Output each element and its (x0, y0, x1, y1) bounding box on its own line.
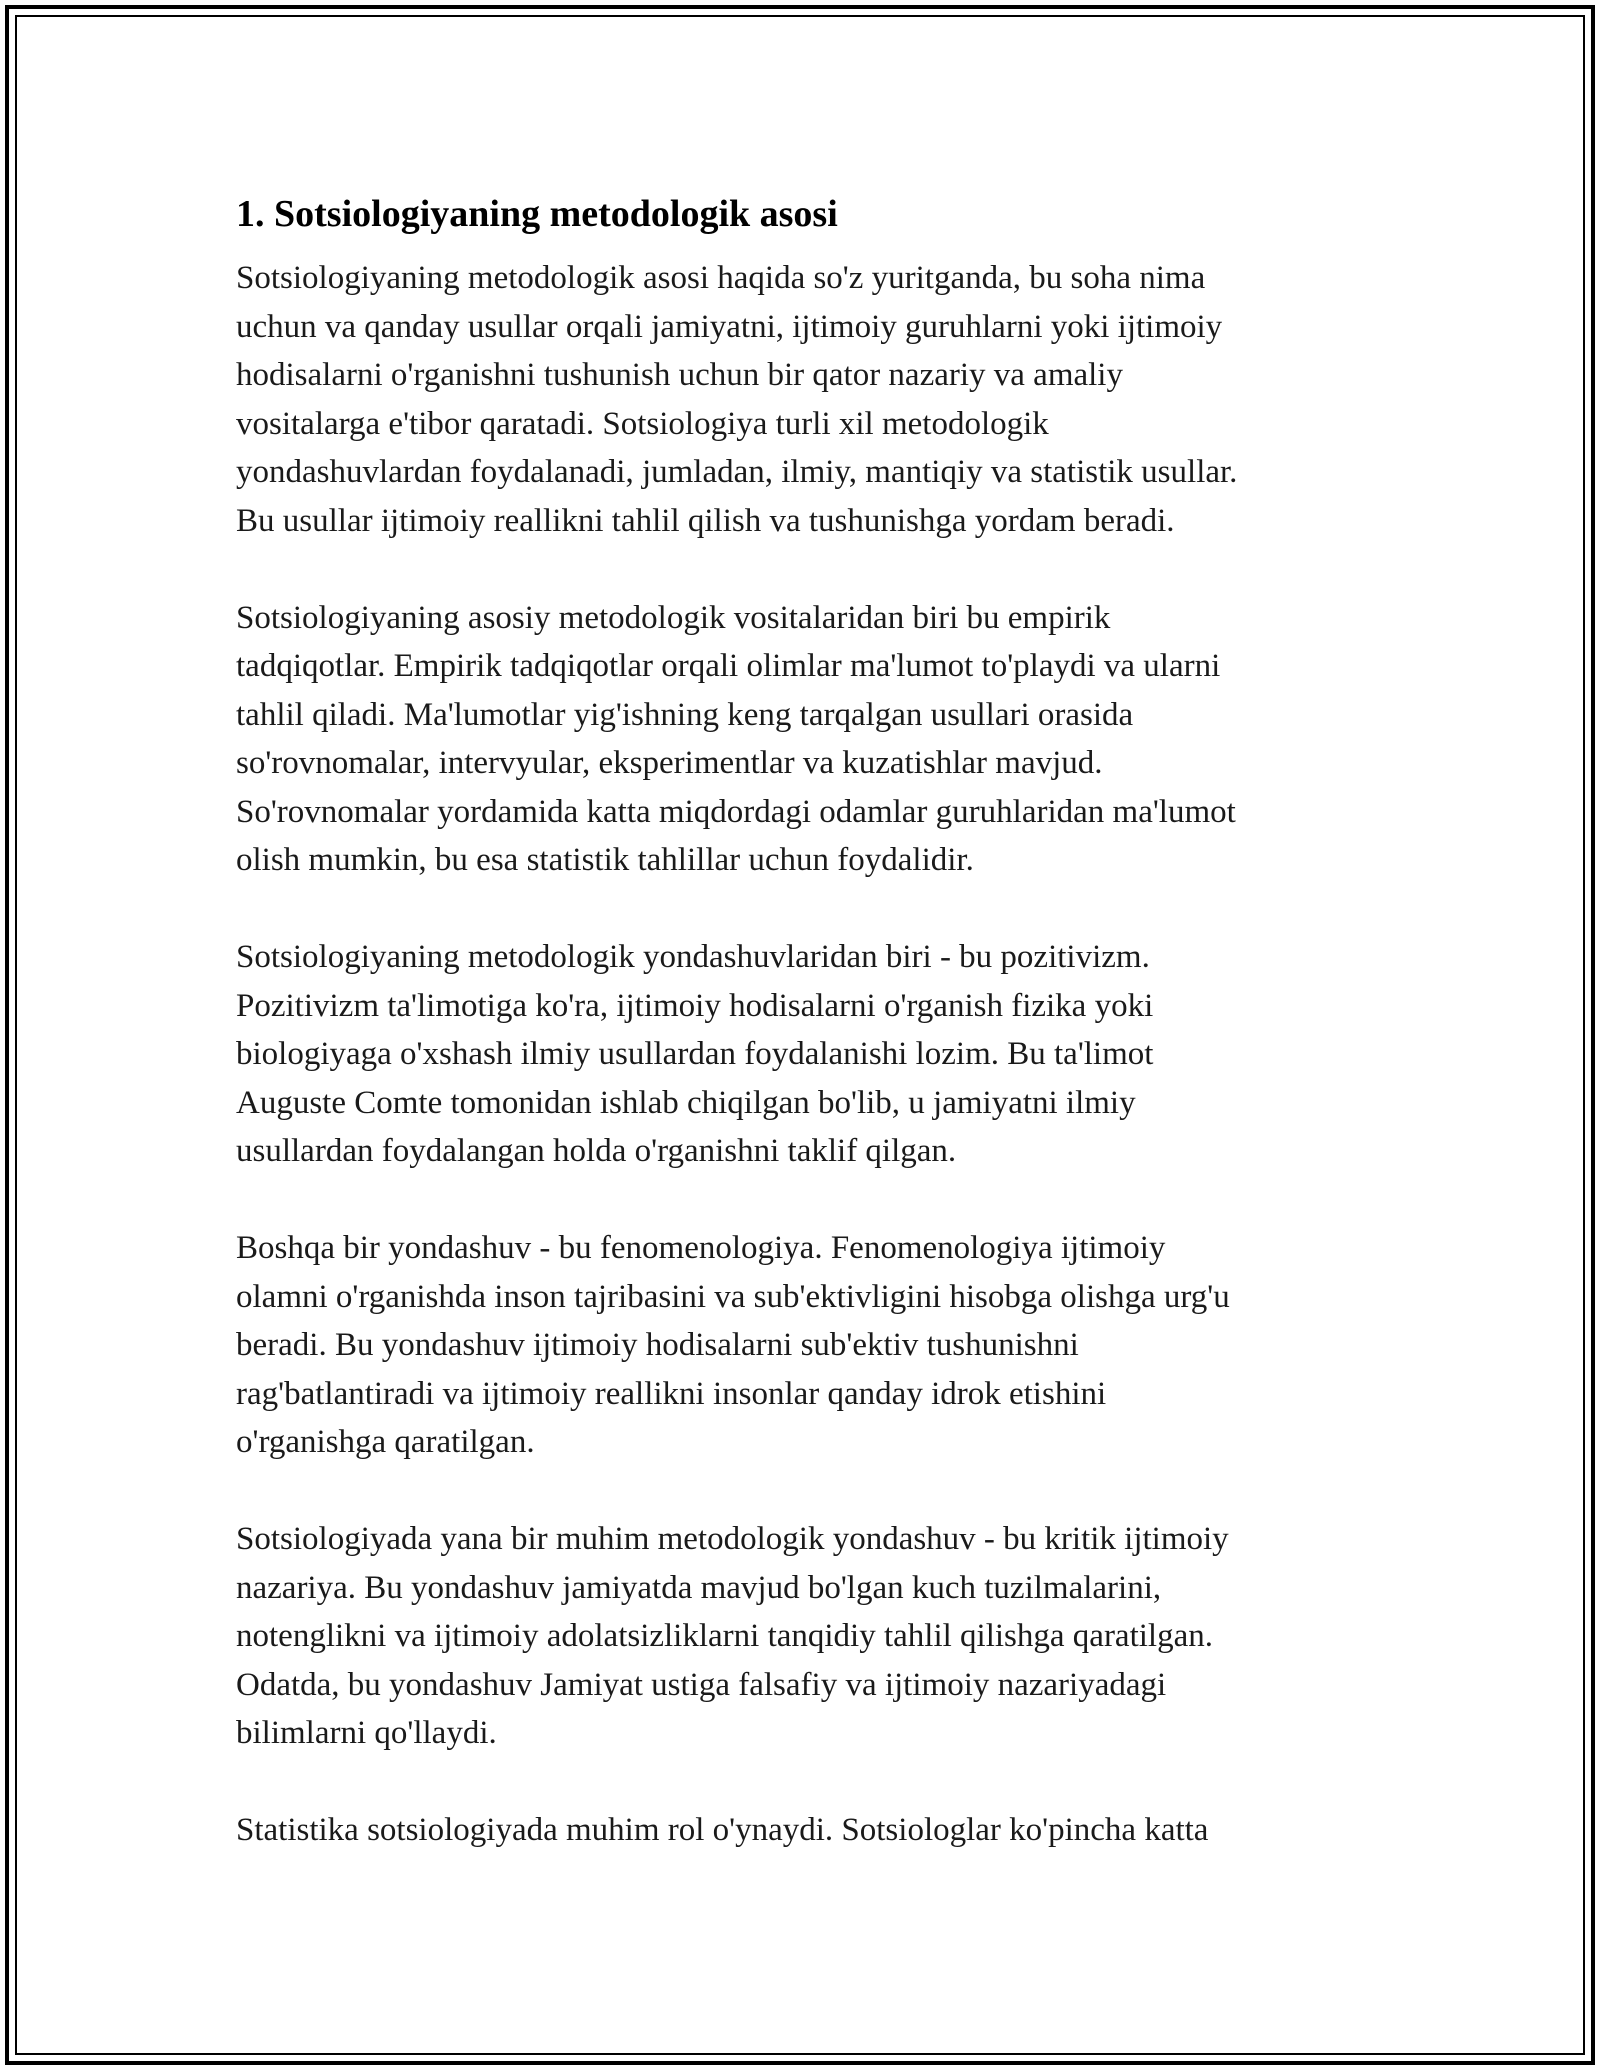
document-body (236, 180, 1376, 1903)
paragraph-5: Sotsiologiyada yana bir muhim metodologik yondashuv - bu kritik ijtimoiy nazariya. Bu yondashuv jamiyatda mavjud bo'lgan kuch tuzilmalarini, notenglikni va ijtimoiy adolatsizliklarni tanqidiy tahlil qilishga qaratilgan. Odatda, bu yondashuv Jamiyat ustiga falsafiy va ijtimoiy nazariyadagi bilimlarni qo'llaydi. (236, 1521, 1229, 1751)
paragraph-4: Boshqa bir yondashuv - bu fenomenologiya. Fenomenologiya ijtimoiy olamni o'rganishda inson tajribasini va sub'ektivligini hisobga olishga urg'u beradi. Bu yondashuv ijtimoiy hodisalarni sub'ektiv tushunishni rag'batlantiradi va ijtimoiy reallikni insonlar qanday idrok etishini o'rganishga qaratilgan. (236, 1230, 1230, 1460)
section-heading: 1. Sotsiologiyaning metodologik asosi (236, 193, 838, 235)
paragraph-2: Sotsiologiyaning asosiy metodologik vositalaridan biri bu empirik tadqiqotlar. Empirik tadqiqotlar orqali olimlar ma'lumot to'playdi va ularni tahlil qiladi. Ma'lumotlar yig'ishning keng tarqalgan usullari orasida so'rovnomalar, intervyular, eksperimentlar va kuzatishlar mavjud. So'rovnomalar yordamida katta miqdordagi odamlar guruhlaridan ma'lumot olish mumkin, bu esa statistik tahlillar uchun foydalidir. (236, 599, 1236, 878)
paragraph-3: Sotsiologiyaning metodologik yondashuvlaridan biri - bu pozitivizm. Pozitivizm ta'limotiga ko'ra, ijtimoiy hodisalarni o'rganish fizika yoki biologiyaga o'xshash ilmiy usullardan foydalanishi lozim. Bu ta'limot Auguste Comte tomonidan ishlab chiqilgan bo'lib, u jamiyatni ilmiy usullardan foydalangan holda o'rganishni taklif qilgan. (236, 939, 1154, 1169)
paragraph-6: Statistika sotsiologiyada muhim rol o'ynaydi. Sotsiologlar ko'pincha katta (236, 1812, 1209, 1848)
paragraph-1: Sotsiologiyaning metodologik asosi haqida so'z yuritganda, bu soha nima uchun va qanday usullar orqali jamiyatni, ijtimoiy guruhlarni yoki ijtimoiy hodisalarni o'rganishni tushunish uchun bir qator nazariy va amaliy vositalarga e'tibor qaratadi. Sotsiologiya turli xil metodologik yondashuvlardan foydalanadi, jumladan, ilmiy, mantiqiy va statistik usullar. Bu usullar ijtimoiy reallikni tahlil qilish va tushunishga yordam beradi. (236, 260, 1238, 539)
